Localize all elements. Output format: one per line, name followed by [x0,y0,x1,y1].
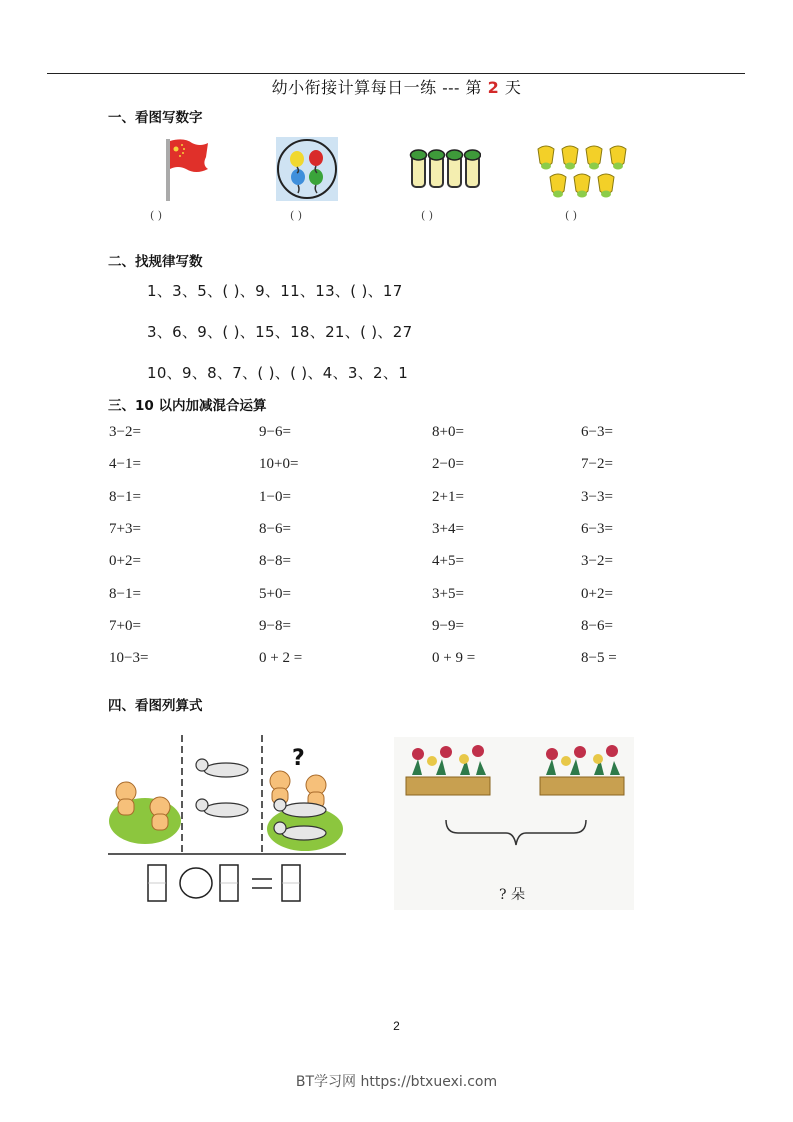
equation-item: 3+5= [432,585,464,602]
equation-item: 8−1= [109,585,141,602]
sequence-row-3: 10、9、8、7、( )、( )、4、3、2、1 [147,364,409,382]
equation-item: 10+0= [259,456,299,473]
day-number: 2 [487,78,500,97]
equation-item: 2−0= [432,456,464,473]
equation-item: 9−9= [432,617,464,634]
equation-item: 3+4= [432,520,464,537]
section1-heading: 一、看图写数字 [108,110,203,126]
sequence-row-2: 3、6、9、( )、15、18、21、( )、27 [147,323,413,341]
equation-item: 2+1= [432,488,464,505]
equation-item: 5+0= [259,585,291,602]
question-mark: ? [292,746,305,771]
equation-item: 3−2= [581,553,613,570]
title-text: 幼小衔接计算每日一练 --- 第 [271,78,488,97]
section4-heading: 四、看图列算式 [108,698,203,714]
equation-item: 3−3= [581,488,613,505]
equation-item: 7−2= [581,456,613,473]
equation-item: 8−1= [109,488,141,505]
page-number: 2 [393,1019,400,1033]
section2-heading: 二、找规律写数 [108,254,203,270]
equation-item: 8−8= [259,553,291,570]
bottles-picture [406,137,481,201]
answer-blank-3[interactable]: ( ) [421,209,434,222]
equation-item: 8−6= [581,617,613,634]
equation-item: 8−6= [259,520,291,537]
equation-item: 1−0= [259,488,291,505]
equation-item: 7+0= [109,617,141,634]
sequence-row-1: 1、3、5、( )、9、11、13、( )、17 [147,282,403,300]
dogs-picture [108,735,348,905]
watermark: BT学习网 https://btxuexi.com [295,1074,498,1090]
equation-item: 0+2= [109,553,141,570]
equation-item: 0 + 9 = [432,650,476,667]
page-title [0,75,793,98]
flowers-caption: ? 朵 [499,887,525,903]
corn-picture [535,143,630,203]
equation-item: 0+2= [581,585,613,602]
equation-item: 10−3= [109,650,149,667]
equation-item: 6−3= [581,520,613,537]
equation-item: 3−2= [109,424,141,440]
equation-item: 9−8= [259,617,291,634]
answer-blank-1[interactable]: ( ) [150,209,163,222]
equation-item: 7+3= [109,520,141,537]
equation-item: 8+0= [432,424,464,440]
equation-item: 4−1= [109,456,141,473]
equation-item: 0 + 2 = [259,650,303,667]
answer-blank-2[interactable]: ( ) [290,209,303,222]
title-suffix: 天 [499,78,522,97]
equation-item: 4+5= [432,553,464,570]
balloons-picture [276,137,338,201]
answer-blank-4[interactable]: ( ) [565,209,578,222]
section3-heading: 三、10 以内加减混合运算 [108,398,267,414]
header-rule [47,73,745,74]
equation-item: 6−3= [581,424,613,440]
equation-item: 8−5 = [581,650,617,667]
equation-item: 9−6= [259,424,291,440]
red-flag-picture [158,135,218,203]
flowers-picture [394,737,634,910]
